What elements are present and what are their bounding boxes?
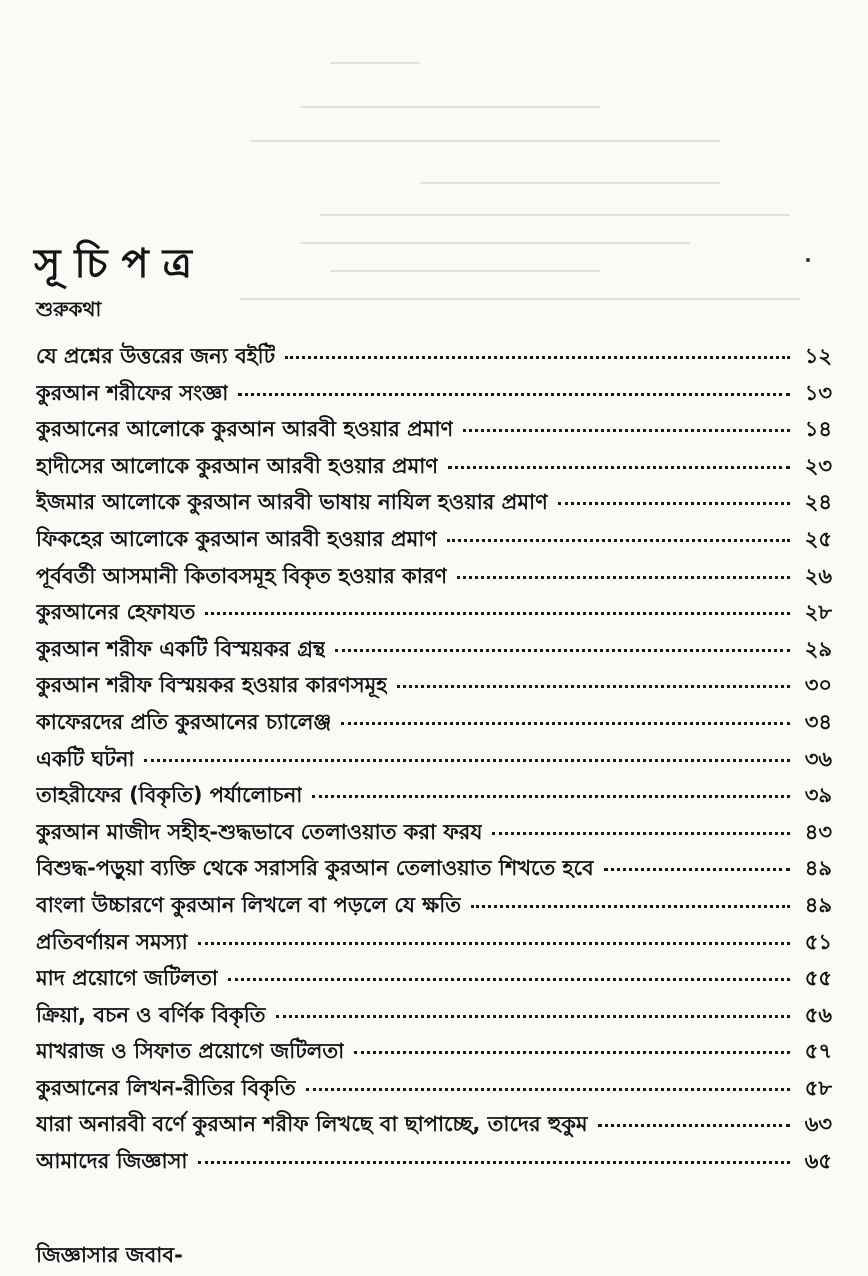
table-of-contents <box>36 338 832 1180</box>
toc-entry-label: প্রতিবর্ণায়ন সমস্যা <box>36 929 188 954</box>
toc-entry <box>36 375 832 412</box>
dot-leader <box>335 649 790 652</box>
toc-entry-page-number: ৩০ <box>804 673 832 698</box>
toc-entry-page-number: ৬৩ <box>804 1112 832 1137</box>
dot-leader <box>228 978 790 981</box>
toc-entry <box>36 594 832 631</box>
show-through-mark <box>250 140 720 142</box>
toc-entry-label: আমাদের জিজ্ঞাসা <box>36 1149 188 1174</box>
toc-entry-page-number: ১৪ <box>804 417 832 442</box>
dot-leader <box>397 685 790 688</box>
toc-entry <box>36 704 832 741</box>
toc-entry-label: কুরআনের হেফাযত <box>36 600 196 625</box>
show-through-mark <box>240 298 800 300</box>
toc-entry-page-number: ২৮ <box>804 600 832 625</box>
toc-entry-label: কাফেরদের প্রতি কুরআনের চ্যালেঞ্জ <box>36 709 332 734</box>
toc-entry-page-number: ১২ <box>804 344 832 368</box>
toc-entry-page-number: ৩৬ <box>804 746 832 771</box>
dot-leader <box>238 393 790 396</box>
toc-entry <box>36 960 832 997</box>
dot-leader <box>604 868 790 871</box>
dot-leader <box>558 502 790 505</box>
dot-leader <box>144 759 790 762</box>
dot-leader <box>447 539 790 542</box>
dot-leader <box>198 942 790 945</box>
toc-entry-label: কুরআন শরীফ বিস্ময়কর হওয়ার কারণসমূহ <box>36 673 388 698</box>
intro-heading: শুরুকথা <box>36 297 102 321</box>
toc-entry-page-number: ২৪ <box>804 490 832 515</box>
ink-speck <box>806 258 810 262</box>
toc-entry-label: কুরআন মাজীদ সহীহ-শুদ্ধভাবে তেলাওয়াত করা ফরয <box>36 819 483 844</box>
toc-entry <box>36 777 832 814</box>
toc-entry <box>36 997 832 1034</box>
toc-entry-page-number: ২৬ <box>804 563 832 588</box>
toc-entry-label: কুরআন শরীফ একটি বিস্ময়কর গ্রন্থ <box>36 636 326 661</box>
toc-entry <box>36 521 832 558</box>
toc-entry-label: হাদীসের আলোকে কুরআন আরবী হওয়ার প্রমাণ <box>36 453 439 478</box>
toc-entry-label: পূর্ববর্তী আসমানী কিতাবসমূহ বিকৃত হওয়ার কারণ <box>36 563 448 588</box>
toc-entry-label: কুরআনের আলোকে কুরআন আরবী হওয়ার প্রমাণ <box>36 417 454 442</box>
toc-entry-label: কুরআনের লিখন-রীতির বিকৃতি <box>36 1075 296 1100</box>
toc-entry-page-number: ১৩ <box>804 380 832 405</box>
toc-entry-page-number: ৫৬ <box>804 1002 832 1027</box>
dot-leader <box>312 795 790 798</box>
dot-leader <box>306 1088 790 1091</box>
toc-entry-label: যে প্রশ্নের উত্তরের জন্য বইটি <box>36 344 276 368</box>
dot-leader <box>448 466 790 469</box>
toc-entry-page-number: ২৩ <box>804 453 832 478</box>
dot-leader <box>341 722 790 725</box>
toc-entry-page-number: ৪৯ <box>804 892 832 917</box>
toc-entry <box>36 814 832 851</box>
toc-entry-page-number: ৫৫ <box>804 966 832 991</box>
toc-entry-page-number: ৩৪ <box>804 709 832 734</box>
toc-entry-label: যারা অনারবী বর্ণে কুরআন শরীফ লিখছে বা ছাপাচ্ছে, তাদের হুকুম <box>36 1112 588 1137</box>
toc-entry <box>36 887 832 924</box>
show-through-mark <box>320 214 790 216</box>
dot-leader <box>492 832 790 835</box>
toc-entry-label: ইজমার আলোকে কুরআন আরবী ভাষায় নাযিল হওয়ার প্রমাণ <box>36 490 548 515</box>
closing-heading: জিজ্ঞাসার জবাব- <box>36 1243 183 1267</box>
toc-entry <box>36 484 832 521</box>
toc-entry <box>36 558 832 595</box>
toc-entry-page-number: ৪৩ <box>804 819 832 844</box>
dot-leader <box>285 356 790 359</box>
dot-leader <box>457 576 790 579</box>
toc-entry-page-number: ২৯ <box>804 636 832 661</box>
show-through-mark <box>300 106 600 108</box>
toc-entry <box>36 667 832 704</box>
toc-entry <box>36 1106 832 1143</box>
toc-entry <box>36 448 832 485</box>
page-title: সূচিপত্র <box>34 241 206 287</box>
toc-entry-label: বিশুদ্ধ-পড়ুয়া ব্যক্তি থেকে সরাসরি কুরআন তেলাওয়াত শিখতে হবে <box>36 856 594 881</box>
toc-entry-label: তাহরীফের (বিকৃতি) পর্যালোচনা <box>36 783 303 808</box>
show-through-mark <box>300 242 690 244</box>
show-through-mark <box>330 270 600 272</box>
dot-leader <box>354 1051 790 1054</box>
toc-entry <box>36 1033 832 1070</box>
toc-entry <box>36 850 832 887</box>
dot-leader <box>205 612 790 615</box>
toc-entry <box>36 1143 832 1180</box>
show-through-mark <box>420 182 720 184</box>
toc-entry-label: মাখরাজ ও সিফাত প্রয়োগে জটিলতা <box>36 1039 345 1064</box>
toc-entry-label: কুরআন শরীফের সংজ্ঞা <box>36 380 229 405</box>
toc-entry-page-number: ২৫ <box>804 526 832 551</box>
toc-entry <box>36 924 832 961</box>
toc-entry <box>36 1070 832 1107</box>
toc-entry-page-number: ৫৮ <box>804 1075 832 1100</box>
toc-entry-label: একটি ঘটনা <box>36 746 135 771</box>
toc-entry-page-number: ৩৯ <box>804 783 832 808</box>
toc-entry-label: বাংলা উচ্চারণে কুরআন লিখলে বা পড়লে যে ক্ষতি <box>36 892 462 917</box>
toc-entry-page-number: ৪৯ <box>804 856 832 881</box>
toc-entry <box>36 411 832 448</box>
toc-entry-page-number: ৫৭ <box>804 1039 832 1064</box>
toc-entry-label: মাদ প্রয়োগে জটিলতা <box>36 966 218 991</box>
dot-leader <box>598 1124 790 1127</box>
toc-entry-page-number: ৬৫ <box>804 1149 832 1174</box>
dot-leader <box>471 905 790 908</box>
dot-leader <box>198 1161 790 1164</box>
dot-leader <box>276 1015 791 1018</box>
toc-entry-page-number: ৫১ <box>804 929 832 954</box>
toc-entry <box>36 631 832 668</box>
toc-entry-label: ফিকহের আলোকে কুরআন আরবী হওয়ার প্রমাণ <box>36 526 438 551</box>
toc-entry-label: ক্রিয়া, বচন ও বর্ণিক বিকৃতি <box>36 1002 266 1027</box>
dot-leader <box>463 429 790 432</box>
toc-entry <box>36 338 832 375</box>
toc-entry <box>36 741 832 778</box>
show-through-mark <box>330 62 420 64</box>
